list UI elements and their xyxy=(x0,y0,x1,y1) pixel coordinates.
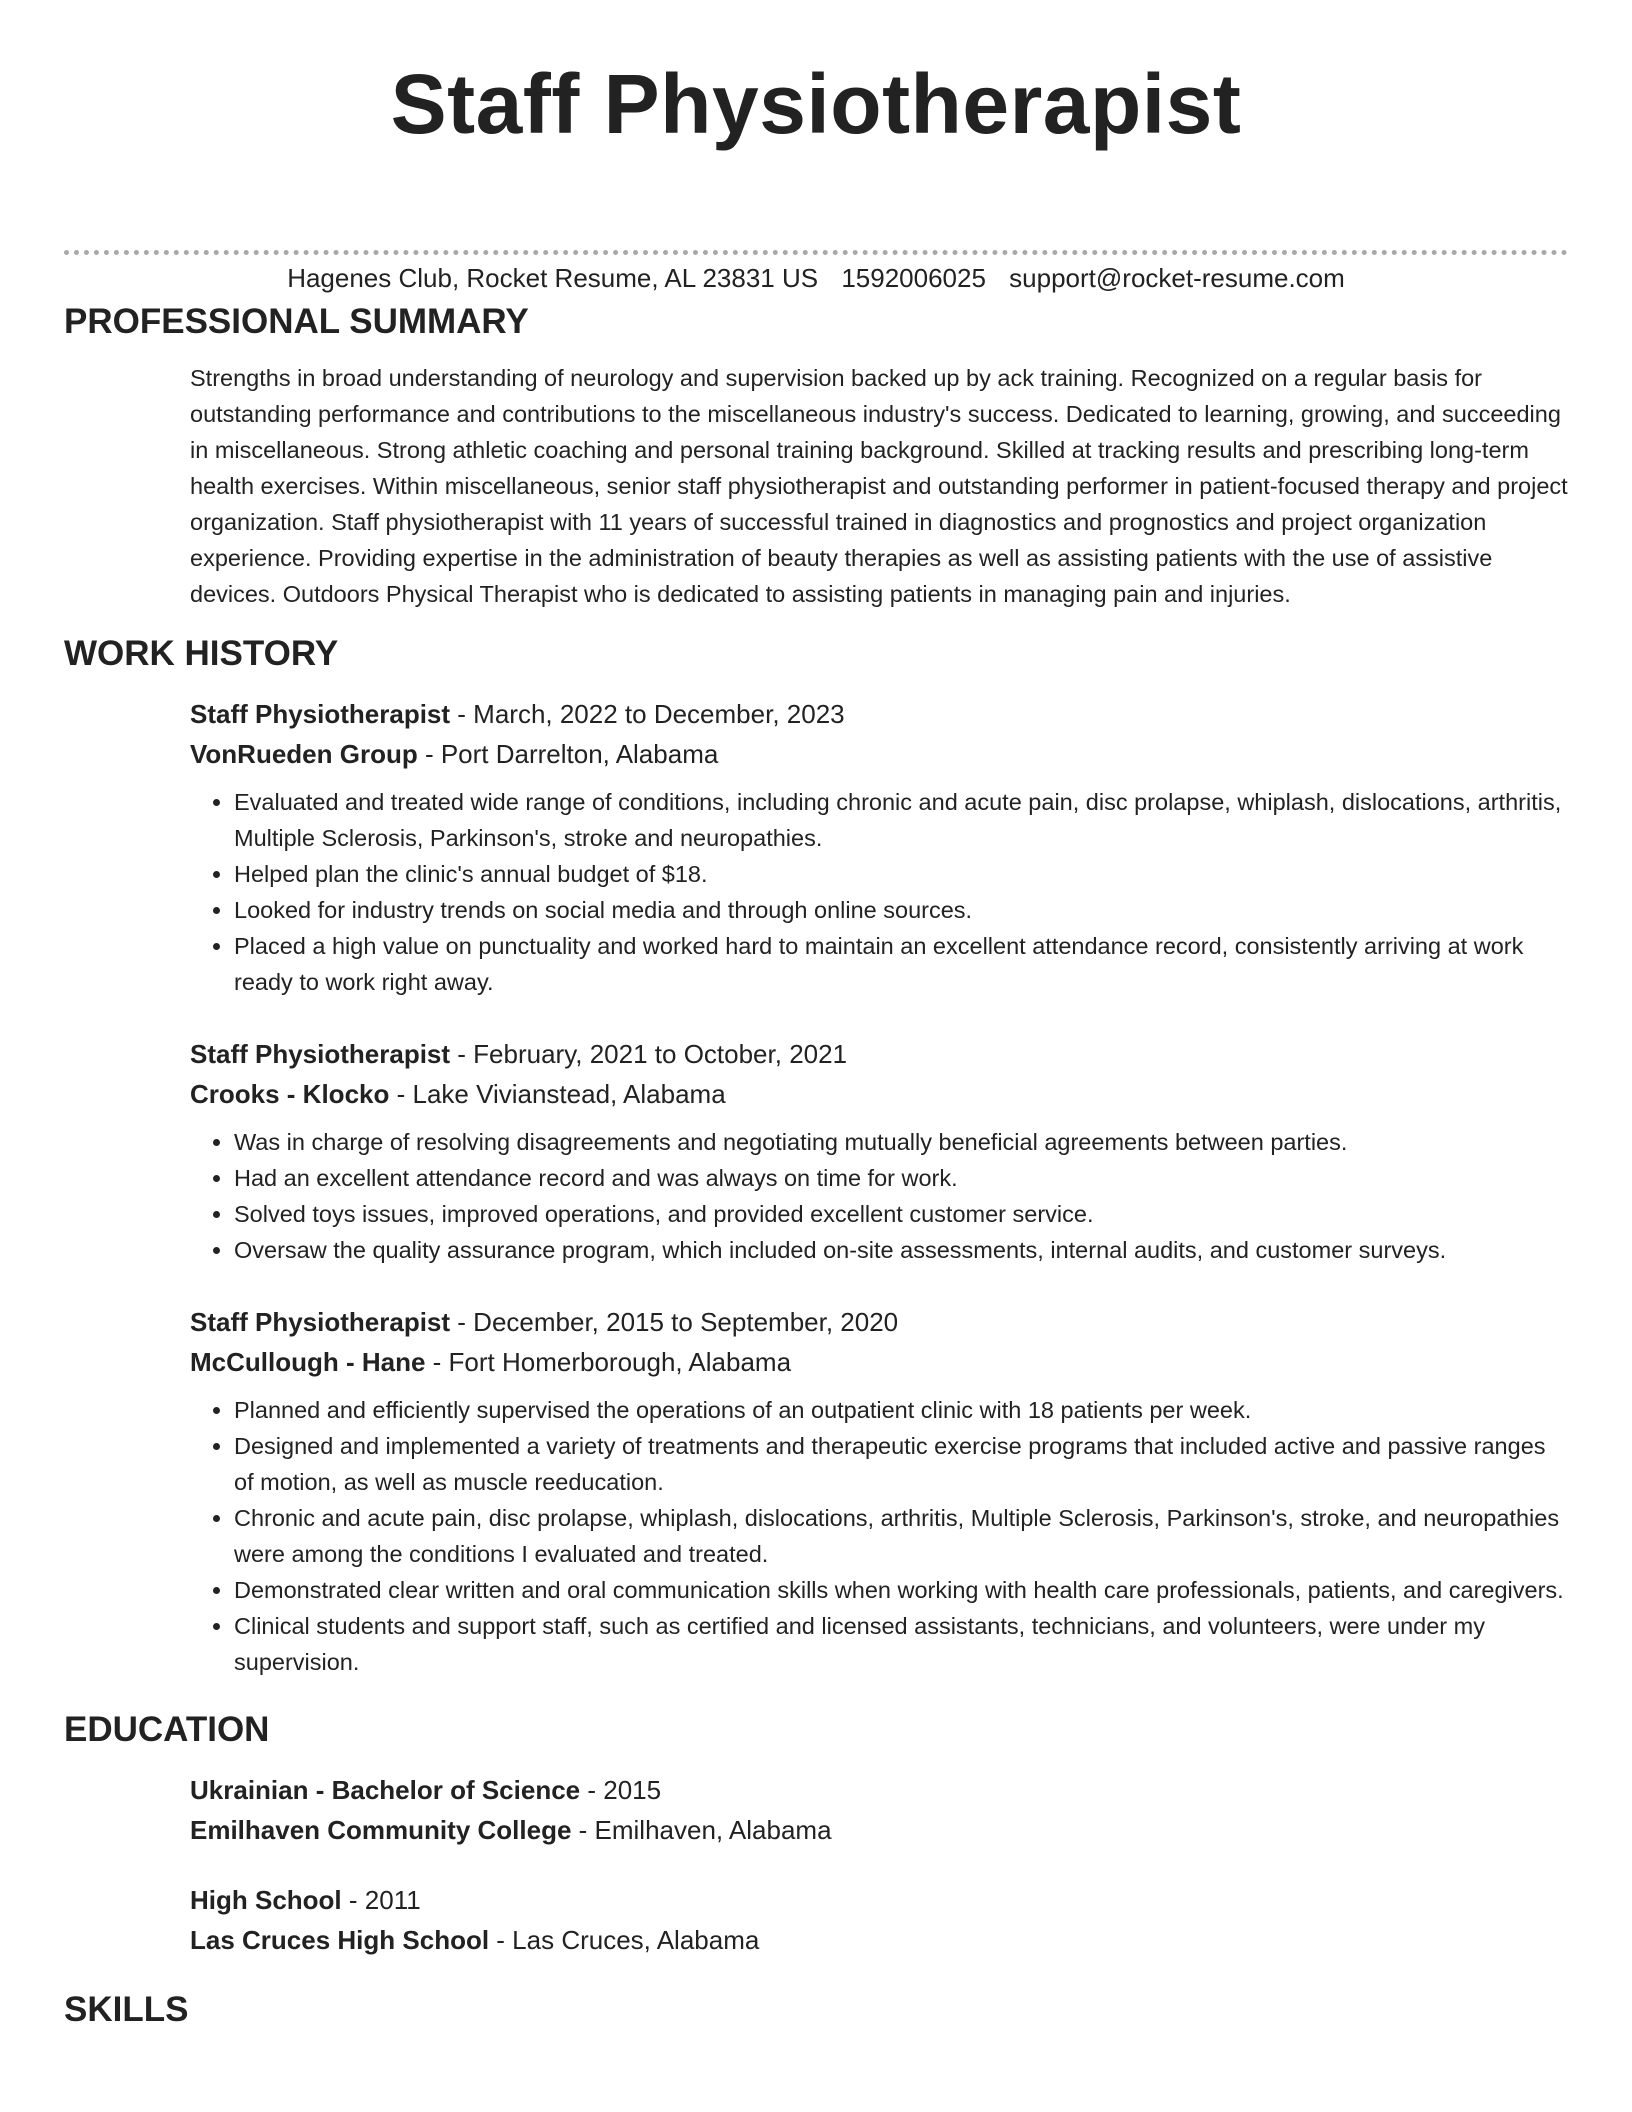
job-role: Staff Physiotherapist xyxy=(190,699,451,729)
job-bullet: • Designed and implemented a variety of treatments and therapeutic exercise programs that included active and passive ranges of motion, as well as muscle reeducation. xyxy=(234,1428,1568,1500)
job-bullet: • Planned and efficiently supervised the operations of an outpatient clinic with 18 patients per week. xyxy=(234,1392,1568,1428)
education-entry xyxy=(190,1880,1568,1960)
education-year: - 2011 xyxy=(341,1885,421,1915)
job-company: VonRueden Group xyxy=(190,739,418,769)
job-role: Staff Physiotherapist xyxy=(190,1307,451,1337)
contact-phone: 1592006025 xyxy=(841,263,986,293)
contact-email[interactable]: support@rocket-resume.com xyxy=(1009,263,1345,293)
education-location: - Las Cruces, Alabama xyxy=(489,1925,760,1955)
job-bullets xyxy=(190,1392,1568,1680)
job-role-line xyxy=(190,1302,1568,1342)
job-role-line xyxy=(190,694,1568,734)
job-role: Staff Physiotherapist xyxy=(190,1039,451,1069)
job-location: - Fort Homerborough, Alabama xyxy=(425,1347,792,1377)
job-bullet: • Evaluated and treated wide range of conditions, including chronic and acute pain, disc prolapse, whiplash, dislocations, arthritis, Multiple Sclerosis, Parkinson's, stroke and neuropathies. xyxy=(234,784,1568,856)
job-role-line xyxy=(190,1034,1568,1074)
job-bullet: • Was in charge of resolving disagreements and negotiating mutually beneficial agreements between parties. xyxy=(234,1124,1568,1160)
job-company: Crooks - Klocko xyxy=(190,1079,390,1109)
summary-section-title: PROFESSIONAL SUMMARY xyxy=(64,302,529,341)
job-bullet: • Had an excellent attendance record and was always on time for work. xyxy=(234,1160,1568,1196)
job-location: - Port Darrelton, Alabama xyxy=(417,739,719,769)
candidate-name: Staff Physiotherapist xyxy=(390,57,1242,151)
job-dates: - February, 2021 to October, 2021 xyxy=(450,1039,848,1069)
work-history-list xyxy=(190,694,1568,1680)
job-bullets xyxy=(190,1124,1568,1268)
job-bullet: • Placed a high value on punctuality and worked hard to maintain an excellent attendance record, consistently arriving at work ready to work right away. xyxy=(234,928,1568,1000)
header-divider xyxy=(64,250,1568,255)
education-degree: High School xyxy=(190,1885,342,1915)
education-school: Las Cruces High School xyxy=(190,1925,490,1955)
job-dates: - March, 2022 to December, 2023 xyxy=(450,699,845,729)
job-dates: - December, 2015 to September, 2020 xyxy=(450,1307,899,1337)
job-bullet: • Solved toys issues, improved operations, and provided excellent customer service. xyxy=(234,1196,1568,1232)
summary-text: Strengths in broad understanding of neurology and supervision backed up by ack training. Recognized on a regular basis for outstanding performance and contributions to the miscellaneous industry's success. Dedicated to learning, growing, and succeeding in miscellaneous. Strong athletic coaching and personal training background. Skilled at tracking results and prescribing long-term health exercises. Within miscellaneous, senior staff physiotherapist and outstanding performer in patient-focused therapy and project organization. Staff physiotherapist with 11 years of successful trained in diagnostics and prognostics and project organization experience. Providing expertise in the administration of beauty therapies as well as assisting patients with the use of assistive devices. Outdoors Physical Therapist who is dedicated to assisting patients in managing pain and injuries. xyxy=(190,365,1568,607)
education-degree-line xyxy=(190,1880,1568,1920)
education-entry xyxy=(190,1770,1568,1850)
job-bullet: • Looked for industry trends on social media and through online sources. xyxy=(234,892,1568,928)
job-bullet: • Chronic and acute pain, disc prolapse, whiplash, dislocations, arthritis, Multiple Sclerosis, Parkinson's, stroke, and neuropathies were among the conditions I evaluated and treated. xyxy=(234,1500,1568,1572)
contact-line xyxy=(0,262,1632,294)
job-entry xyxy=(190,1302,1568,1680)
job-company-line xyxy=(190,1342,1568,1382)
skills-section-title: SKILLS xyxy=(64,1990,189,2029)
education-degree: Ukrainian - Bachelor of Science xyxy=(190,1775,581,1805)
education-list xyxy=(190,1770,1568,1960)
job-bullets xyxy=(190,784,1568,1000)
contact-address: Hagenes Club, Rocket Resume, AL 23831 US xyxy=(287,263,819,293)
job-company: McCullough - Hane xyxy=(190,1347,426,1377)
resume-content xyxy=(64,296,1568,2036)
job-company-line xyxy=(190,1074,1568,1114)
job-bullet: • Oversaw the quality assurance program, which included on-site assessments, internal audits, and customer surveys. xyxy=(234,1232,1568,1268)
education-degree-line xyxy=(190,1770,1568,1810)
job-entry xyxy=(190,1034,1568,1268)
job-bullet: • Clinical students and support staff, such as certified and licensed assistants, technicians, and volunteers, were under my supervision. xyxy=(234,1608,1568,1680)
job-bullet: • Demonstrated clear written and oral communication skills when working with health care professionals, patients, and caregivers. xyxy=(234,1572,1568,1608)
education-school: Emilhaven Community College xyxy=(190,1815,572,1845)
work-history-section-title: WORK HISTORY xyxy=(64,634,339,673)
job-entry xyxy=(190,694,1568,1000)
job-location: - Lake Vivianstead, Alabama xyxy=(389,1079,726,1109)
education-year: - 2015 xyxy=(580,1775,662,1805)
job-company-line xyxy=(190,734,1568,774)
education-school-line xyxy=(190,1920,1568,1960)
job-bullet: • Helped plan the clinic's annual budget of $18. xyxy=(234,856,1568,892)
education-school-line xyxy=(190,1810,1568,1850)
education-location: - Emilhaven, Alabama xyxy=(571,1815,832,1845)
education-section-title: EDUCATION xyxy=(64,1710,270,1749)
resume-header xyxy=(0,0,1632,154)
